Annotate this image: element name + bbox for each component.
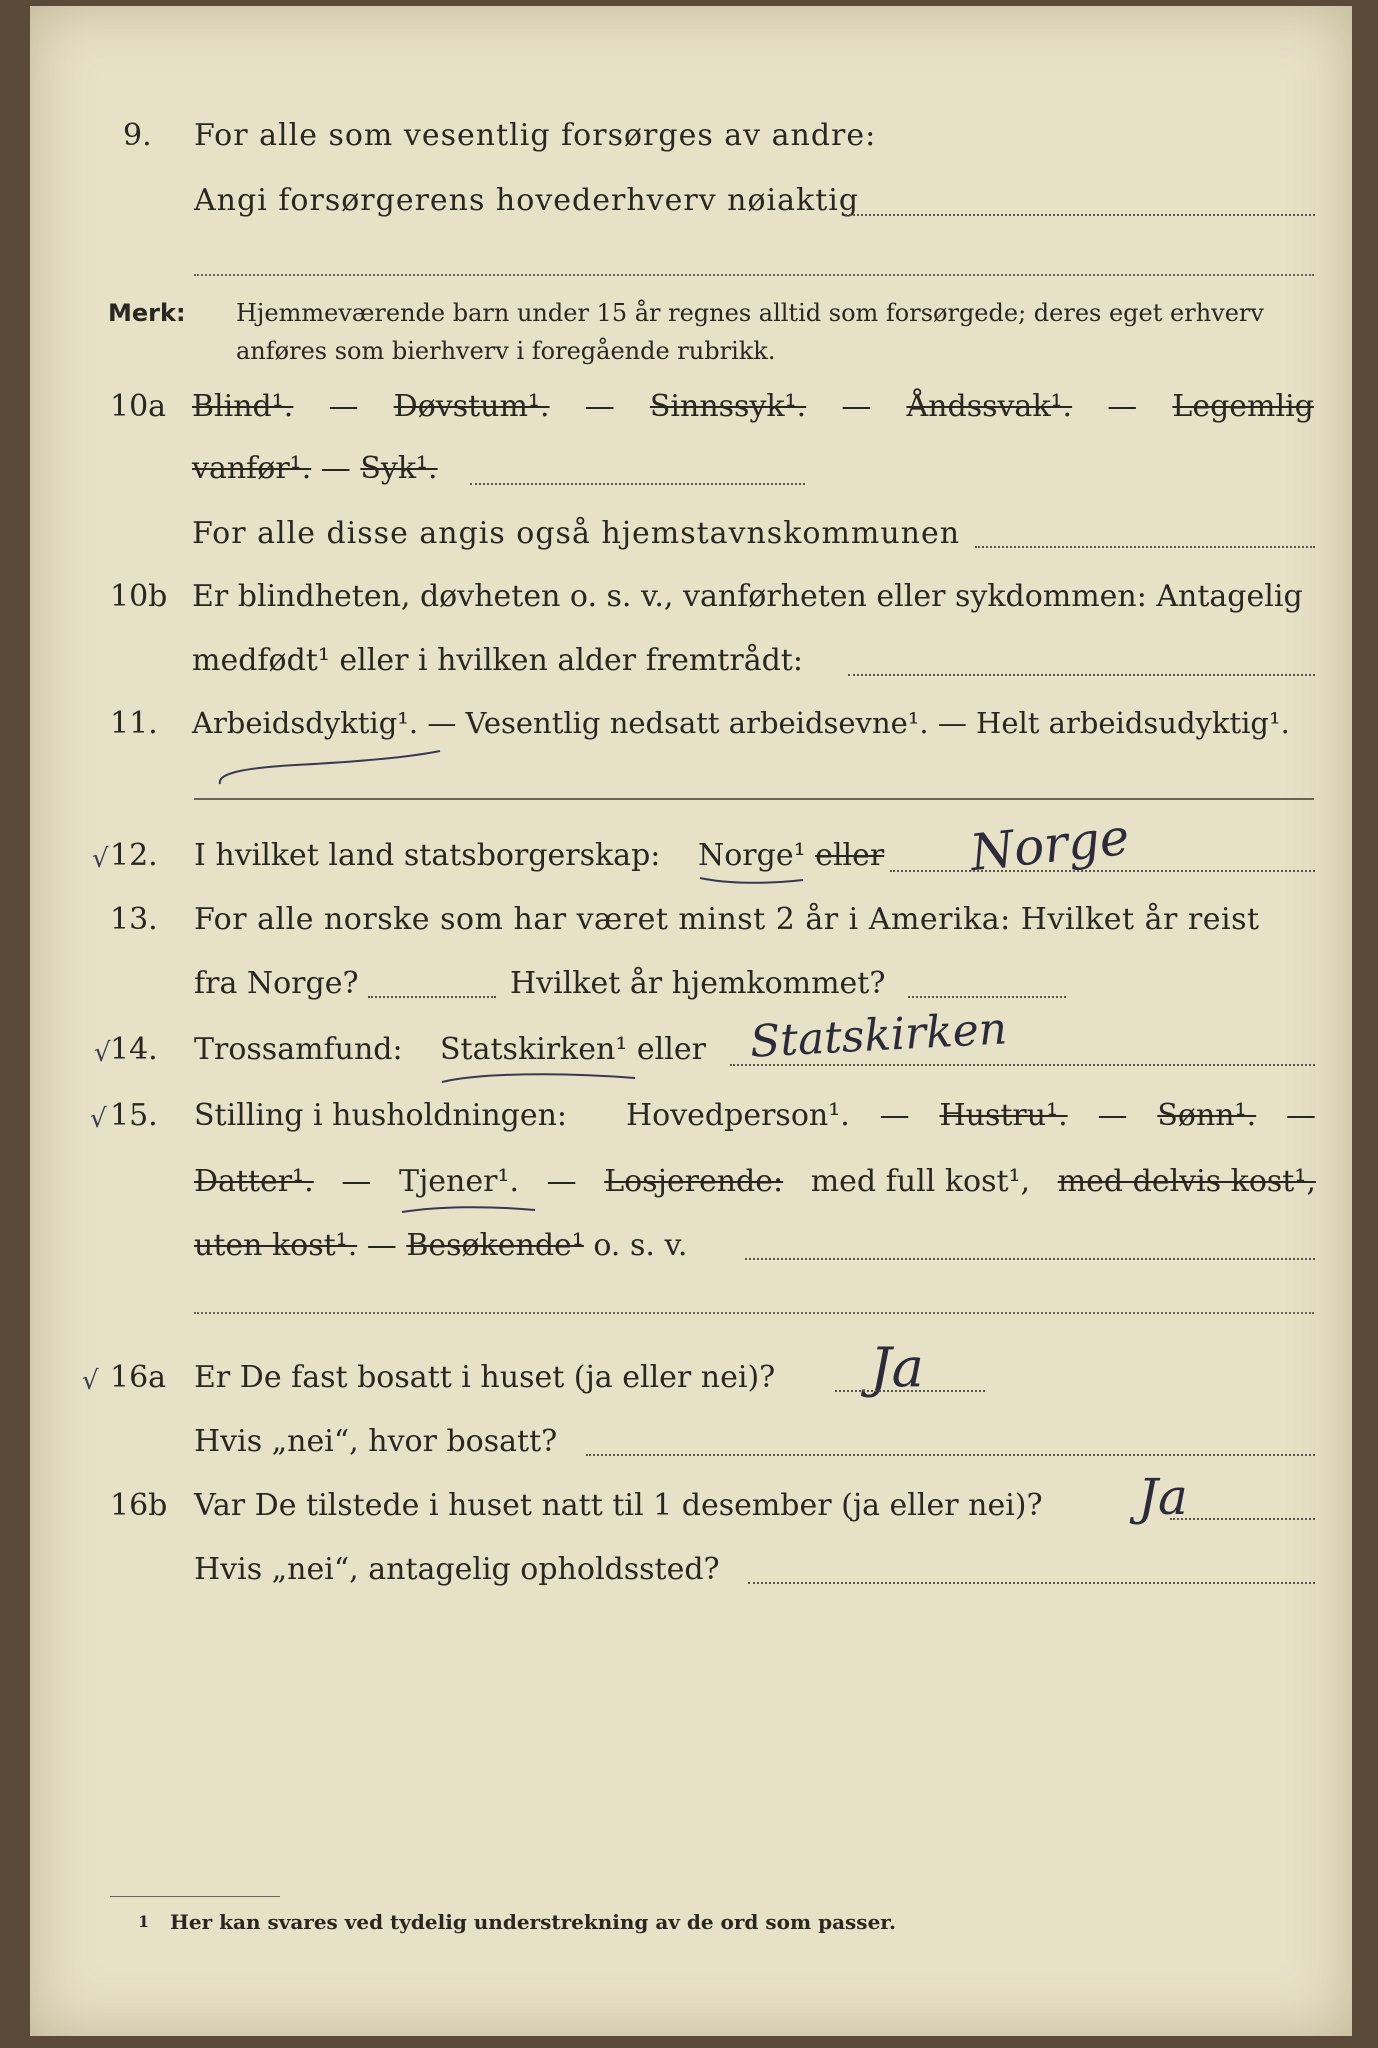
- q15-line2: [194, 1164, 1316, 1199]
- dash: —: [320, 451, 351, 486]
- opt-norge: Norge¹: [698, 838, 806, 873]
- q16a-number: 16a: [110, 1360, 167, 1395]
- merk-text2: anføres som bierhverv i foregående rubrikk.: [236, 337, 776, 365]
- opt-full-kost: med full kost¹,: [810, 1164, 1031, 1199]
- q16b-field[interactable]: [1170, 1518, 1315, 1520]
- q16b-line2: Hvis „nei“, antagelig opholdssted?: [194, 1552, 720, 1587]
- opt-sonn: Sønn¹.: [1157, 1098, 1257, 1133]
- q11-number: 11.: [110, 706, 158, 741]
- q12-underline-mark: [698, 874, 808, 894]
- q16a-field[interactable]: [835, 1390, 985, 1392]
- opt-syk: Syk¹.: [360, 451, 438, 486]
- q15-underline-mark: [400, 1202, 540, 1222]
- q14-number: 14.: [110, 1032, 158, 1067]
- q16a-line1: Er De fast bosatt i huset (ja eller nei)?: [194, 1360, 776, 1395]
- q9-number: 9.: [123, 118, 152, 153]
- dash: —: [1097, 1098, 1128, 1133]
- dash: —: [546, 1164, 577, 1199]
- footnote-rule: [110, 1896, 280, 1897]
- opt-statskirken: Statskirken¹: [440, 1032, 628, 1067]
- q10a-line2: [192, 451, 438, 486]
- q15-check-icon: √: [90, 1104, 107, 1134]
- q9-line1: For alle som vesentlig forsørges av andre:: [194, 118, 877, 153]
- opt-blind: Blind¹.: [192, 389, 294, 424]
- dash: —: [584, 389, 615, 424]
- footnote-mark: 1: [138, 1912, 150, 1931]
- q11-rule: [194, 798, 1314, 800]
- q16b-number: 16b: [110, 1488, 168, 1523]
- q12-check-icon: √: [92, 844, 109, 874]
- q14-field[interactable]: [730, 1064, 1315, 1066]
- opt-vanfor: vanfør¹.: [192, 451, 312, 486]
- q10b-number: 10b: [110, 579, 168, 614]
- merk-text1: Hjemmeværende barn under 15 år regnes alltid som forsørgede; deres eget erhverv: [236, 299, 1264, 327]
- opt-dovstum: Døvstum¹.: [393, 389, 550, 424]
- opt-andssvak: Åndssvak¹.: [906, 389, 1073, 424]
- opt-eller: eller: [815, 838, 885, 873]
- opt-losjerende: Losjerende:: [604, 1164, 784, 1199]
- q11-underline-mark: [215, 748, 445, 788]
- q15-field-2[interactable]: [194, 1312, 1314, 1314]
- q10b-line2: medfødt¹ eller i hvilken alder fremtrådt:: [192, 643, 803, 678]
- q10b-field[interactable]: [848, 674, 1315, 676]
- q13-hjem-field[interactable]: [908, 996, 1066, 998]
- q16a-bosatt-field[interactable]: [586, 1454, 1315, 1456]
- q13-line2a: fra Norge?: [194, 966, 359, 1001]
- q14-answer[interactable]: Statskirken: [748, 1003, 1009, 1068]
- q14-underline-mark: [440, 1070, 640, 1090]
- opt-eller: eller: [636, 1032, 706, 1067]
- q16a-line2: Hvis „nei“, hvor bosatt?: [194, 1424, 558, 1459]
- q12-field[interactable]: [890, 870, 1315, 872]
- dash: —: [1286, 1098, 1316, 1133]
- q15-field[interactable]: [745, 1258, 1315, 1260]
- q9-answer-field[interactable]: [845, 214, 1315, 216]
- q13-reist-field[interactable]: [368, 996, 496, 998]
- q15-label: Stilling i husholdningen:: [194, 1098, 568, 1133]
- q12-label: I hvilket land statsborgerskap:: [194, 838, 661, 873]
- q16a-check-icon: √: [82, 1366, 99, 1396]
- footnote-text: Her kan svares ved tydelig understrekning av de ord som passer.: [170, 1910, 896, 1934]
- q15-line1: [626, 1098, 1316, 1133]
- q16b-answer[interactable]: Ja: [1138, 1468, 1188, 1526]
- opt-hustru: Hustru¹.: [939, 1098, 1068, 1133]
- q16b-line1: Var De tilstede i huset natt til 1 desember (ja eller nei)?: [194, 1488, 1043, 1523]
- q12-answer[interactable]: Norge: [967, 807, 1132, 883]
- dash: —: [341, 1164, 372, 1199]
- opt-datter: Datter¹.: [194, 1164, 314, 1199]
- opt-legemlig: Legemlig: [1172, 389, 1314, 424]
- dash: —: [1107, 389, 1138, 424]
- dash: —: [841, 389, 872, 424]
- osv-text: o. s. v.: [593, 1228, 688, 1263]
- q16b-opholdssted-field[interactable]: [748, 1582, 1315, 1584]
- hjemstavn-field[interactable]: [975, 546, 1315, 548]
- q10a-field[interactable]: [470, 483, 805, 485]
- q10b-line1: Er blindheten, døvheten o. s. v., vanførheten eller sykdommen: Antagelig: [192, 579, 1303, 614]
- q15-line3: [194, 1228, 687, 1263]
- dash: —: [879, 1098, 910, 1133]
- q14-label: Trossamfund:: [194, 1032, 403, 1067]
- q9-line2: Angi forsørgerens hovederhverv nøiaktig: [194, 183, 860, 218]
- q14-options: [440, 1032, 706, 1067]
- q10a-options: [192, 389, 1314, 424]
- q10a-number: 10a: [110, 389, 167, 424]
- merk-label: Merk:: [108, 299, 186, 327]
- opt-besokende: Besøkende¹: [406, 1228, 584, 1263]
- dash: —: [328, 389, 359, 424]
- q9-answer-field-2[interactable]: [194, 274, 1314, 276]
- q16a-answer[interactable]: Ja: [870, 1336, 924, 1399]
- opt-sinnssyk: Sinnssyk¹.: [649, 389, 807, 424]
- dash: —: [366, 1228, 397, 1263]
- opt-uten-kost: uten kost¹.: [194, 1228, 358, 1263]
- q14-check-icon: √: [94, 1038, 111, 1068]
- q15-number: 15.: [110, 1098, 158, 1133]
- q12-number: 12.: [110, 838, 158, 873]
- form-page: [30, 6, 1352, 2036]
- opt-delvis-kost: med delvis kost¹,: [1057, 1164, 1316, 1199]
- opt-tjener: Tjener¹.: [398, 1164, 519, 1199]
- q13-number: 13.: [110, 902, 158, 937]
- q11-text: Arbeidsdyktig¹. — Vesentlig nedsatt arbeidsevne¹. — Helt arbeidsudyktig¹.: [192, 706, 1290, 740]
- opt-hovedperson: Hovedperson¹.: [626, 1098, 850, 1133]
- q13-line1: For alle norske som har været minst 2 år i Amerika: Hvilket år reist: [194, 902, 1260, 937]
- q12-options: [698, 838, 884, 873]
- q13-line2b: Hvilket år hjemkommet?: [510, 966, 886, 1001]
- q10a-line3: For alle disse angis også hjemstavnskommunen: [192, 516, 961, 551]
